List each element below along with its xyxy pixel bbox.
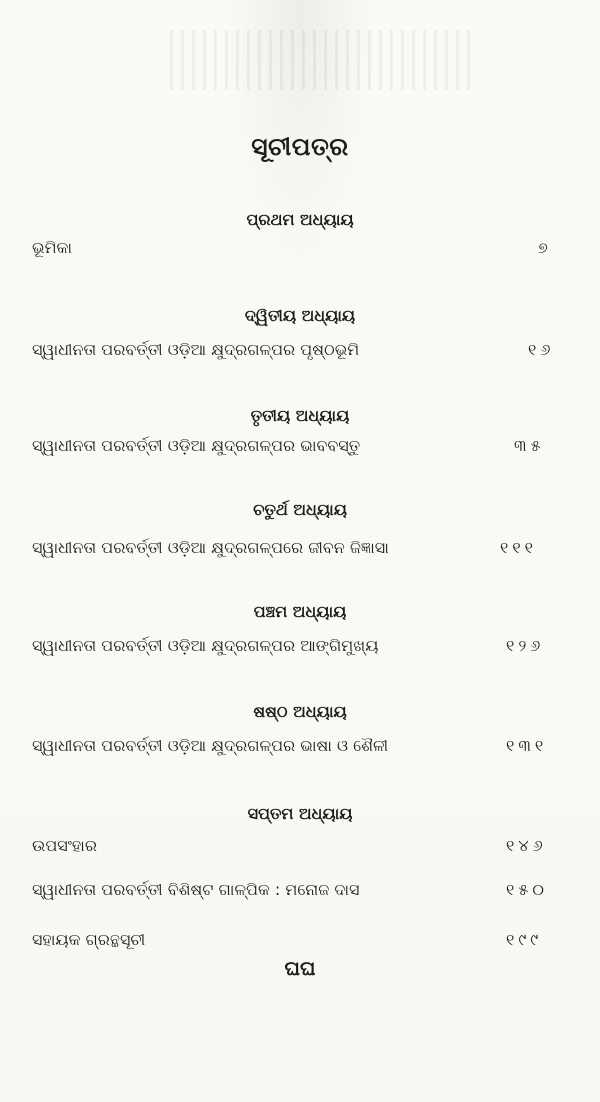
- chapter-heading-3: ତୃତୀୟ ଅଧ୍ୟାୟ: [250, 406, 350, 425]
- toc-entry-label: ସ୍ୱାଧୀନତା ପରବର୍ତ୍ତୀ ବିଶିଷ୍ଟ ଗାଳ୍ପିକ : ମନୋଜ ଦାସ: [32, 880, 360, 899]
- page-title: ସୂଚୀପତ୍ର: [251, 132, 349, 161]
- toc-entry-page: ୧୯୯: [506, 930, 543, 949]
- toc-entry-page: ୧୨୬: [506, 636, 545, 655]
- chapter-heading-5: ପଞ୍ଚମ ଅଧ୍ୟାୟ: [253, 602, 347, 621]
- toc-entry-label: ସହାୟକ ଗ୍ରନ୍ଥସୂଚୀ: [32, 930, 146, 949]
- toc-entry-page: ୩୫: [514, 436, 545, 455]
- toc-entry-label: ଉପସଂହାର: [32, 836, 97, 855]
- toc-entry-page: ୧୪୬: [506, 836, 547, 855]
- toc-entry-page: ୧୩୧: [506, 736, 548, 755]
- page-number: ଘଘ: [284, 956, 316, 980]
- toc-entry-label: ସ୍ୱାଧୀନତା ପରବର୍ତ୍ତୀ ଓଡ଼ିଆ କ୍ଷୁଦ୍ରଗଳ୍ପରେ ଜୀବନ ଜିଜ୍ଞାସା: [32, 538, 389, 557]
- toc-entry-label: ସ୍ୱାଧୀନତା ପରବର୍ତ୍ତୀ ଓଡ଼ିଆ କ୍ଷୁଦ୍ରଗଳ୍ପର ପୃଷ୍ଠଭୂମି: [32, 340, 360, 359]
- chapter-heading-4: ଚତୁର୍ଥ ଅଧ୍ୟାୟ: [253, 500, 347, 519]
- toc-entry-label: ଭୂମିକା: [32, 238, 73, 257]
- toc-entry-page: ୧୧୧: [500, 538, 538, 557]
- chapter-heading-1: ପ୍ରଥମ ଅଧ୍ୟାୟ: [246, 210, 354, 229]
- toc-entry-label: ସ୍ୱାଧୀନତା ପରବର୍ତ୍ତୀ ଓଡ଼ିଆ କ୍ଷୁଦ୍ରଗଳ୍ପର ଭାବବସ୍ତୁ: [32, 436, 361, 455]
- toc-entry-label: ସ୍ୱାଧୀନତା ପରବର୍ତ୍ତୀ ଓଡ଼ିଆ କ୍ଷୁଦ୍ରଗଳ୍ପର ଆଙ୍ଗିମୁଖ୍ୟ: [32, 636, 379, 655]
- bleed-through-text: [170, 30, 470, 90]
- chapter-heading-7: ସପ୍ତମ ଅଧ୍ୟାୟ: [247, 804, 353, 823]
- toc-entry-label: ସ୍ୱାଧୀନତା ପରବର୍ତ୍ତୀ ଓଡ଼ିଆ କ୍ଷୁଦ୍ରଗଳ୍ପର ଭାଷା ଓ ଶୈଳୀ: [32, 736, 389, 755]
- toc-entry-page: ୭: [538, 238, 552, 257]
- toc-entry-page: ୧୫୦: [506, 880, 548, 899]
- chapter-heading-6: ଷଷ୍ଠ ଅଧ୍ୟାୟ: [253, 702, 347, 721]
- chapter-heading-2: ଦ୍ୱିତୀୟ ଅଧ୍ୟାୟ: [244, 306, 356, 325]
- toc-entry-page: ୧୬: [528, 340, 555, 359]
